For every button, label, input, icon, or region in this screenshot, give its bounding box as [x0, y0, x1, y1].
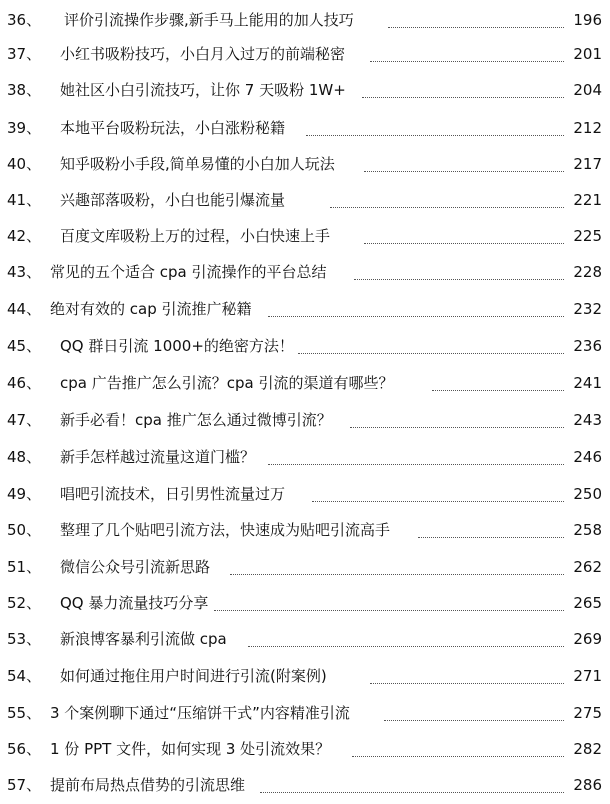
toc-entry[interactable] — [0, 331, 610, 361]
entry-title: QQ 暴力流量技巧分享 — [60, 594, 209, 612]
dot-leader — [260, 792, 564, 793]
entry-page-number: 212 — [573, 119, 602, 137]
dot-leader — [432, 390, 564, 391]
entry-page-number: 286 — [573, 776, 602, 794]
entry-number: 55、 — [7, 704, 42, 722]
toc-entry[interactable] — [0, 552, 610, 582]
dot-leader — [364, 171, 564, 172]
toc-entry[interactable] — [0, 624, 610, 654]
dot-leader — [268, 464, 564, 465]
entry-page-number: 204 — [573, 81, 602, 99]
entry-page-number: 201 — [573, 45, 602, 63]
entry-number: 44、 — [7, 300, 42, 318]
entry-page-number: 282 — [573, 740, 602, 758]
entry-page-number: 225 — [573, 227, 602, 245]
dot-leader — [312, 501, 564, 502]
entry-number: 53、 — [7, 630, 42, 648]
entry-number: 50、 — [7, 521, 42, 539]
entry-number: 40、 — [7, 155, 42, 173]
entry-title: 兴趣部落吸粉，小白也能引爆流量 — [60, 191, 286, 209]
toc-entry[interactable] — [0, 221, 610, 251]
dot-leader — [248, 646, 564, 647]
entry-number: 51、 — [7, 558, 42, 576]
toc-entry[interactable] — [0, 185, 610, 215]
dot-leader — [306, 135, 564, 136]
entry-title: 新浪博客暴利引流做 cpa — [60, 630, 227, 648]
toc-entry[interactable] — [0, 661, 610, 691]
entry-page-number: 262 — [573, 558, 602, 576]
entry-page-number: 271 — [573, 667, 602, 685]
dot-leader — [370, 61, 564, 62]
entry-page-number: 217 — [573, 155, 602, 173]
entry-number: 56、 — [7, 740, 42, 758]
toc-entry[interactable] — [0, 294, 610, 324]
entry-title: 唱吧引流技术，日引男性流量过万 — [60, 485, 286, 503]
entry-page-number: 221 — [573, 191, 602, 209]
entry-number: 42、 — [7, 227, 42, 245]
dot-leader — [370, 683, 564, 684]
entry-page-number: 232 — [573, 300, 602, 318]
entry-page-number: 228 — [573, 263, 602, 281]
entry-title: QQ 群日引流 1000+的绝密方法！ — [60, 337, 294, 355]
entry-page-number: 269 — [573, 630, 602, 648]
dot-leader — [384, 720, 564, 721]
entry-title: 如何通过拖住用户时间进行引流(附案例) — [60, 667, 327, 685]
entry-title: 本地平台吸粉玩法，小白涨粉秘籍 — [60, 119, 286, 137]
entry-number: 52、 — [7, 594, 42, 612]
entry-title: 小红书吸粉技巧，小白月入过万的前端秘密 — [60, 45, 346, 63]
toc-entry[interactable] — [0, 149, 610, 179]
toc-entry[interactable] — [0, 515, 610, 545]
entry-page-number: 275 — [573, 704, 602, 722]
dot-leader — [268, 316, 564, 317]
entry-number: 54、 — [7, 667, 42, 685]
entry-number: 47、 — [7, 411, 42, 429]
entry-number: 37、 — [7, 45, 42, 63]
entry-number: 46、 — [7, 374, 42, 392]
toc-entry[interactable] — [0, 5, 610, 35]
entry-number: 36、 — [7, 11, 42, 29]
dot-leader — [298, 353, 564, 354]
entry-title: 1 份 PPT 文件，如何实现 3 处引流效果？ — [50, 740, 331, 758]
toc-entry[interactable] — [0, 39, 610, 69]
entry-title: 知乎吸粉小手段,简单易懂的小白加人玩法 — [60, 155, 335, 173]
entry-page-number: 241 — [573, 374, 602, 392]
entry-page-number: 196 — [573, 11, 602, 29]
entry-number: 39、 — [7, 119, 42, 137]
toc-entry[interactable] — [0, 113, 610, 143]
entry-title: 整理了几个贴吧引流方法，快速成为贴吧引流高手 — [60, 521, 391, 539]
entry-number: 57、 — [7, 776, 42, 794]
entry-title: 新手必看！cpa 推广怎么通过微博引流？ — [60, 411, 332, 429]
dot-leader — [230, 574, 564, 575]
entry-number: 38、 — [7, 81, 42, 99]
entry-title: 绝对有效的 cap 引流推广秘籍 — [50, 300, 252, 318]
toc-entry[interactable] — [0, 75, 610, 105]
entry-page-number: 250 — [573, 485, 602, 503]
dot-leader — [364, 243, 564, 244]
toc-entry[interactable] — [0, 479, 610, 509]
toc-entry[interactable] — [0, 442, 610, 472]
toc-entry[interactable] — [0, 368, 610, 398]
entry-number: 48、 — [7, 448, 42, 466]
dot-leader — [352, 756, 564, 757]
toc-entry[interactable] — [0, 698, 610, 728]
dot-leader — [388, 27, 564, 28]
toc-entry[interactable] — [0, 588, 610, 618]
entry-number: 41、 — [7, 191, 42, 209]
toc-entry[interactable] — [0, 405, 610, 435]
dot-leader — [350, 427, 564, 428]
entry-number: 49、 — [7, 485, 42, 503]
toc-entry[interactable] — [0, 734, 610, 764]
entry-title: 她社区小白引流技巧，让你 7 天吸粉 1W+ — [60, 81, 346, 99]
entry-page-number: 243 — [573, 411, 602, 429]
dot-leader — [354, 279, 564, 280]
entry-page-number: 258 — [573, 521, 602, 539]
entry-title: cpa 广告推广怎么引流？cpa 引流的渠道有哪些？ — [60, 374, 394, 392]
entry-title: 新手怎样越过流量这道门槛？ — [60, 448, 256, 466]
dot-leader — [418, 537, 564, 538]
entry-title: 提前布局热点借势的引流思维 — [50, 776, 246, 794]
toc-entry[interactable] — [0, 770, 610, 800]
dot-leader — [330, 207, 564, 208]
entry-page-number: 236 — [573, 337, 602, 355]
entry-number: 43、 — [7, 263, 42, 281]
entry-title: 百度文库吸粉上万的过程，小白快速上手 — [60, 227, 331, 245]
toc-entry[interactable] — [0, 257, 610, 287]
dot-leader — [214, 610, 564, 611]
entry-title: 3 个案例聊下通过“压缩饼干式”内容精准引流 — [50, 704, 350, 722]
entry-page-number: 265 — [573, 594, 602, 612]
entry-title: 评价引流操作步骤,新手马上能用的加人技巧 — [64, 11, 354, 29]
entry-page-number: 246 — [573, 448, 602, 466]
entry-title: 常见的五个适合 cpa 引流操作的平台总结 — [50, 263, 327, 281]
entry-title: 微信公众号引流新思路 — [60, 558, 211, 576]
dot-leader — [362, 97, 564, 98]
entry-number: 45、 — [7, 337, 42, 355]
